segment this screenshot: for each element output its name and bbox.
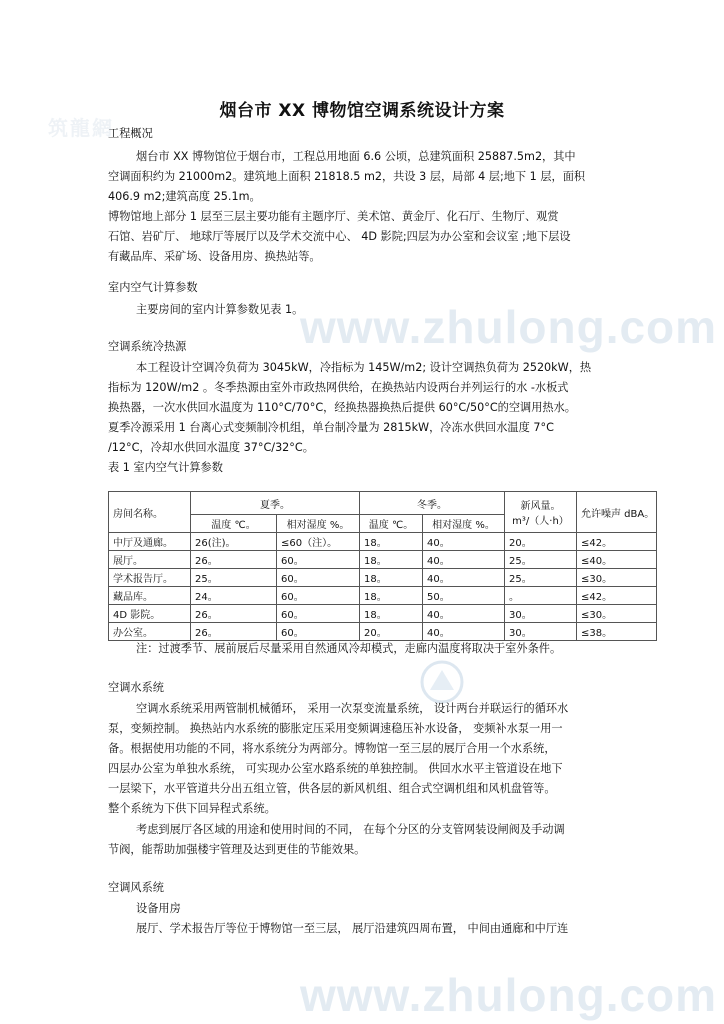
cell-summer-humidity: 60。: [277, 605, 360, 623]
header-fresh-air-label: 新风量。: [520, 501, 561, 512]
cell-room: 展厅。: [109, 551, 191, 569]
heading-indoor-params: 室内空气计算参数: [108, 281, 198, 294]
watermark-emblem-icon: [420, 660, 464, 704]
header-winter: 冬季。: [360, 492, 505, 515]
cell-summer-humidity: 60。: [277, 587, 360, 605]
cell-summer-temp: 24。: [191, 587, 277, 605]
document-title: 烟台市 XX 博物馆空调系统设计方案: [219, 101, 505, 121]
heading-air-system: 空调风系统: [108, 881, 164, 894]
header-summer-humidity: 相对湿度 %。: [277, 515, 360, 533]
cell-noise: ≤42。: [577, 587, 657, 605]
water-line: 空调水系统采用两管制机械循环， 采用一次泵变流量系统， 设计两台并联运行的循环水: [136, 702, 569, 715]
overview-line: 烟台市 XX 博物馆位于烟台市，工程总用地面 6.6 公顷，总建筑面积 25887.5m2，其中: [136, 150, 576, 163]
heading-overview: 工程概况: [108, 127, 153, 140]
cell-winter-temp: 18。: [360, 587, 423, 605]
cell-winter-humidity: 40。: [423, 551, 505, 569]
cell-room: 中厅及通廊。: [109, 533, 191, 551]
cell-summer-humidity: ≤60（注）。: [277, 533, 360, 551]
water-line: 备。根据使用功能的不同，将水系统分为两部分。博物馆一至三层的展厅合用一个水系统，: [108, 742, 556, 755]
cell-winter-humidity: 40。: [423, 569, 505, 587]
cell-winter-humidity: 40。: [423, 623, 505, 641]
cell-summer-temp: 25。: [191, 569, 277, 587]
table-note: 注：过渡季节、展前展后尽量采用自然通风冷却模式，走廊内温度将取决于室外条件。: [136, 642, 562, 655]
cell-summer-humidity: 60。: [277, 551, 360, 569]
cell-room: 藏品库。: [109, 587, 191, 605]
indoor-line: 主要房间的室内计算参数见表 1。: [136, 303, 304, 316]
water-line: 泵，变频控制。 换热站内水系统的膨胀定压采用变频调速稳压补水设备， 变频补水泵一用一: [108, 722, 563, 735]
water-line: 四层办公室为单独水系统， 可实现办公室水路系统的单独控制。 供回水水平主管道设在地下: [108, 762, 563, 775]
cell-noise: ≤40。: [577, 551, 657, 569]
cell-fresh-air: 30。: [505, 605, 577, 623]
header-summer: 夏季。: [191, 492, 360, 515]
watermark-url-bottom: www.zhulong.com: [300, 969, 718, 1021]
cell-winter-temp: 18。: [360, 569, 423, 587]
overview-line: 石馆、岩矿厅、 地球厅等展厅以及学术交流中心、 4D 影院;四层为办公室和会议室 ;地下层设: [108, 230, 571, 243]
cell-fresh-air: 25。: [505, 569, 577, 587]
table-row: [109, 587, 657, 605]
table-caption: 表 1 室内空气计算参数: [108, 461, 223, 474]
cell-fresh-air: 。: [505, 587, 577, 605]
cell-summer-temp: 26。: [191, 623, 277, 641]
header-noise: 允许噪声 dBA。: [577, 492, 657, 533]
header-winter-humidity: 相对湿度 %。: [423, 515, 505, 533]
air-subheading: 设备用房: [136, 902, 181, 915]
cell-fresh-air: 20。: [505, 533, 577, 551]
watermark-url: www.zhulong.com: [300, 301, 718, 353]
table-row: [109, 605, 657, 623]
overview-line: 空调面积约为 21000m2。建筑地上面积 21818.5 m2，共设 3 层，局部 4 层;地下 1 层，面积: [108, 170, 586, 183]
overview-line: 406.9 m2;建筑高度 25.1m。: [108, 190, 261, 203]
source-line: /12°C，冷却水供回水温度 37°C/32°C。: [108, 441, 314, 454]
cell-summer-temp: 26(注)。: [191, 533, 277, 551]
water-line: 整个系统为下供下回异程式系统。: [108, 802, 276, 815]
cell-fresh-air: 30。: [505, 623, 577, 641]
cell-fresh-air: 25。: [505, 551, 577, 569]
water-line: 考虑到展厅各区域的用途和使用时间的不同， 在每个分区的分支管网装设闸阀及手动调: [136, 823, 565, 836]
cell-noise: ≤38。: [577, 623, 657, 641]
water-line: 一层梁下，水平管道共分出五组立管，供各层的新风机组、组合式空调机组和风机盘管等。: [108, 782, 556, 795]
heading-water-system: 空调水系统: [108, 681, 164, 694]
source-line: 本工程设计空调冷负荷为 3045kW，冷指标为 145W/m2; 设计空调热负荷为 2520kW，热: [136, 361, 592, 374]
cell-winter-humidity: 40。: [423, 605, 505, 623]
indoor-params-table: [108, 491, 657, 641]
cell-room: 学术报告厅。: [109, 569, 191, 587]
air-line: 展厅、学术报告厅等位于博物馆一至三层， 展厅沿建筑四周布置， 中间由通廊和中厅连: [136, 922, 569, 935]
cell-winter-humidity: 50。: [423, 587, 505, 605]
cell-room: 4D 影院。: [109, 605, 191, 623]
source-line: 夏季冷源采用 1 台离心式变频制冷机组，单台制冷量为 2815kW，冷冻水供回水温度 7°C: [108, 421, 554, 434]
table-row: [109, 533, 657, 551]
header-fresh-air-unit: m³/（人·h）: [512, 516, 569, 527]
cell-winter-temp: 18。: [360, 605, 423, 623]
header-fresh-air: [505, 492, 577, 533]
table-header-row: [109, 492, 657, 515]
table-row: [109, 569, 657, 587]
header-winter-temp: 温度 ℃。: [360, 515, 423, 533]
header-room: 房间名称。: [109, 492, 191, 533]
cell-noise: ≤30。: [577, 569, 657, 587]
overview-line: 有藏品库、采矿场、设备用房、换热站等。: [108, 250, 321, 263]
cell-summer-temp: 26。: [191, 605, 277, 623]
cell-summer-temp: 26。: [191, 551, 277, 569]
header-summer-temp: 温度 ℃。: [191, 515, 277, 533]
cell-winter-temp: 18。: [360, 533, 423, 551]
cell-winter-temp: 20。: [360, 623, 423, 641]
cell-room: 办公室。: [109, 623, 191, 641]
cell-winter-temp: 18。: [360, 551, 423, 569]
cell-noise: ≤30。: [577, 605, 657, 623]
water-line: 节阀，能帮助加强楼宇管理及达到更佳的节能效果。: [108, 843, 366, 856]
cell-noise: ≤42。: [577, 533, 657, 551]
watermark-logo-text: 筑龍網: [48, 118, 114, 140]
table-row: [109, 551, 657, 569]
cell-summer-humidity: 60。: [277, 569, 360, 587]
heading-heat-cold-source: 空调系统冷热源: [108, 340, 187, 353]
cell-winter-humidity: 40。: [423, 533, 505, 551]
table-row: [109, 623, 657, 641]
source-line: 指标为 120W/m2 。冬季热源由室外市政热网供给，在换热站内设两台并列运行的水 -水板式: [108, 381, 569, 394]
source-line: 换热器，一次水供回水温度为 110°C/70°C，经换热器换热后提供 60°C/50°C的空调用热水。: [108, 401, 576, 414]
overview-line: 博物馆地上部分 1 层至三层主要功能有主题序厅、美术馆、黄金厅、化石厅、生物厅、观赏: [108, 210, 559, 223]
cell-summer-humidity: 60。: [277, 623, 360, 641]
